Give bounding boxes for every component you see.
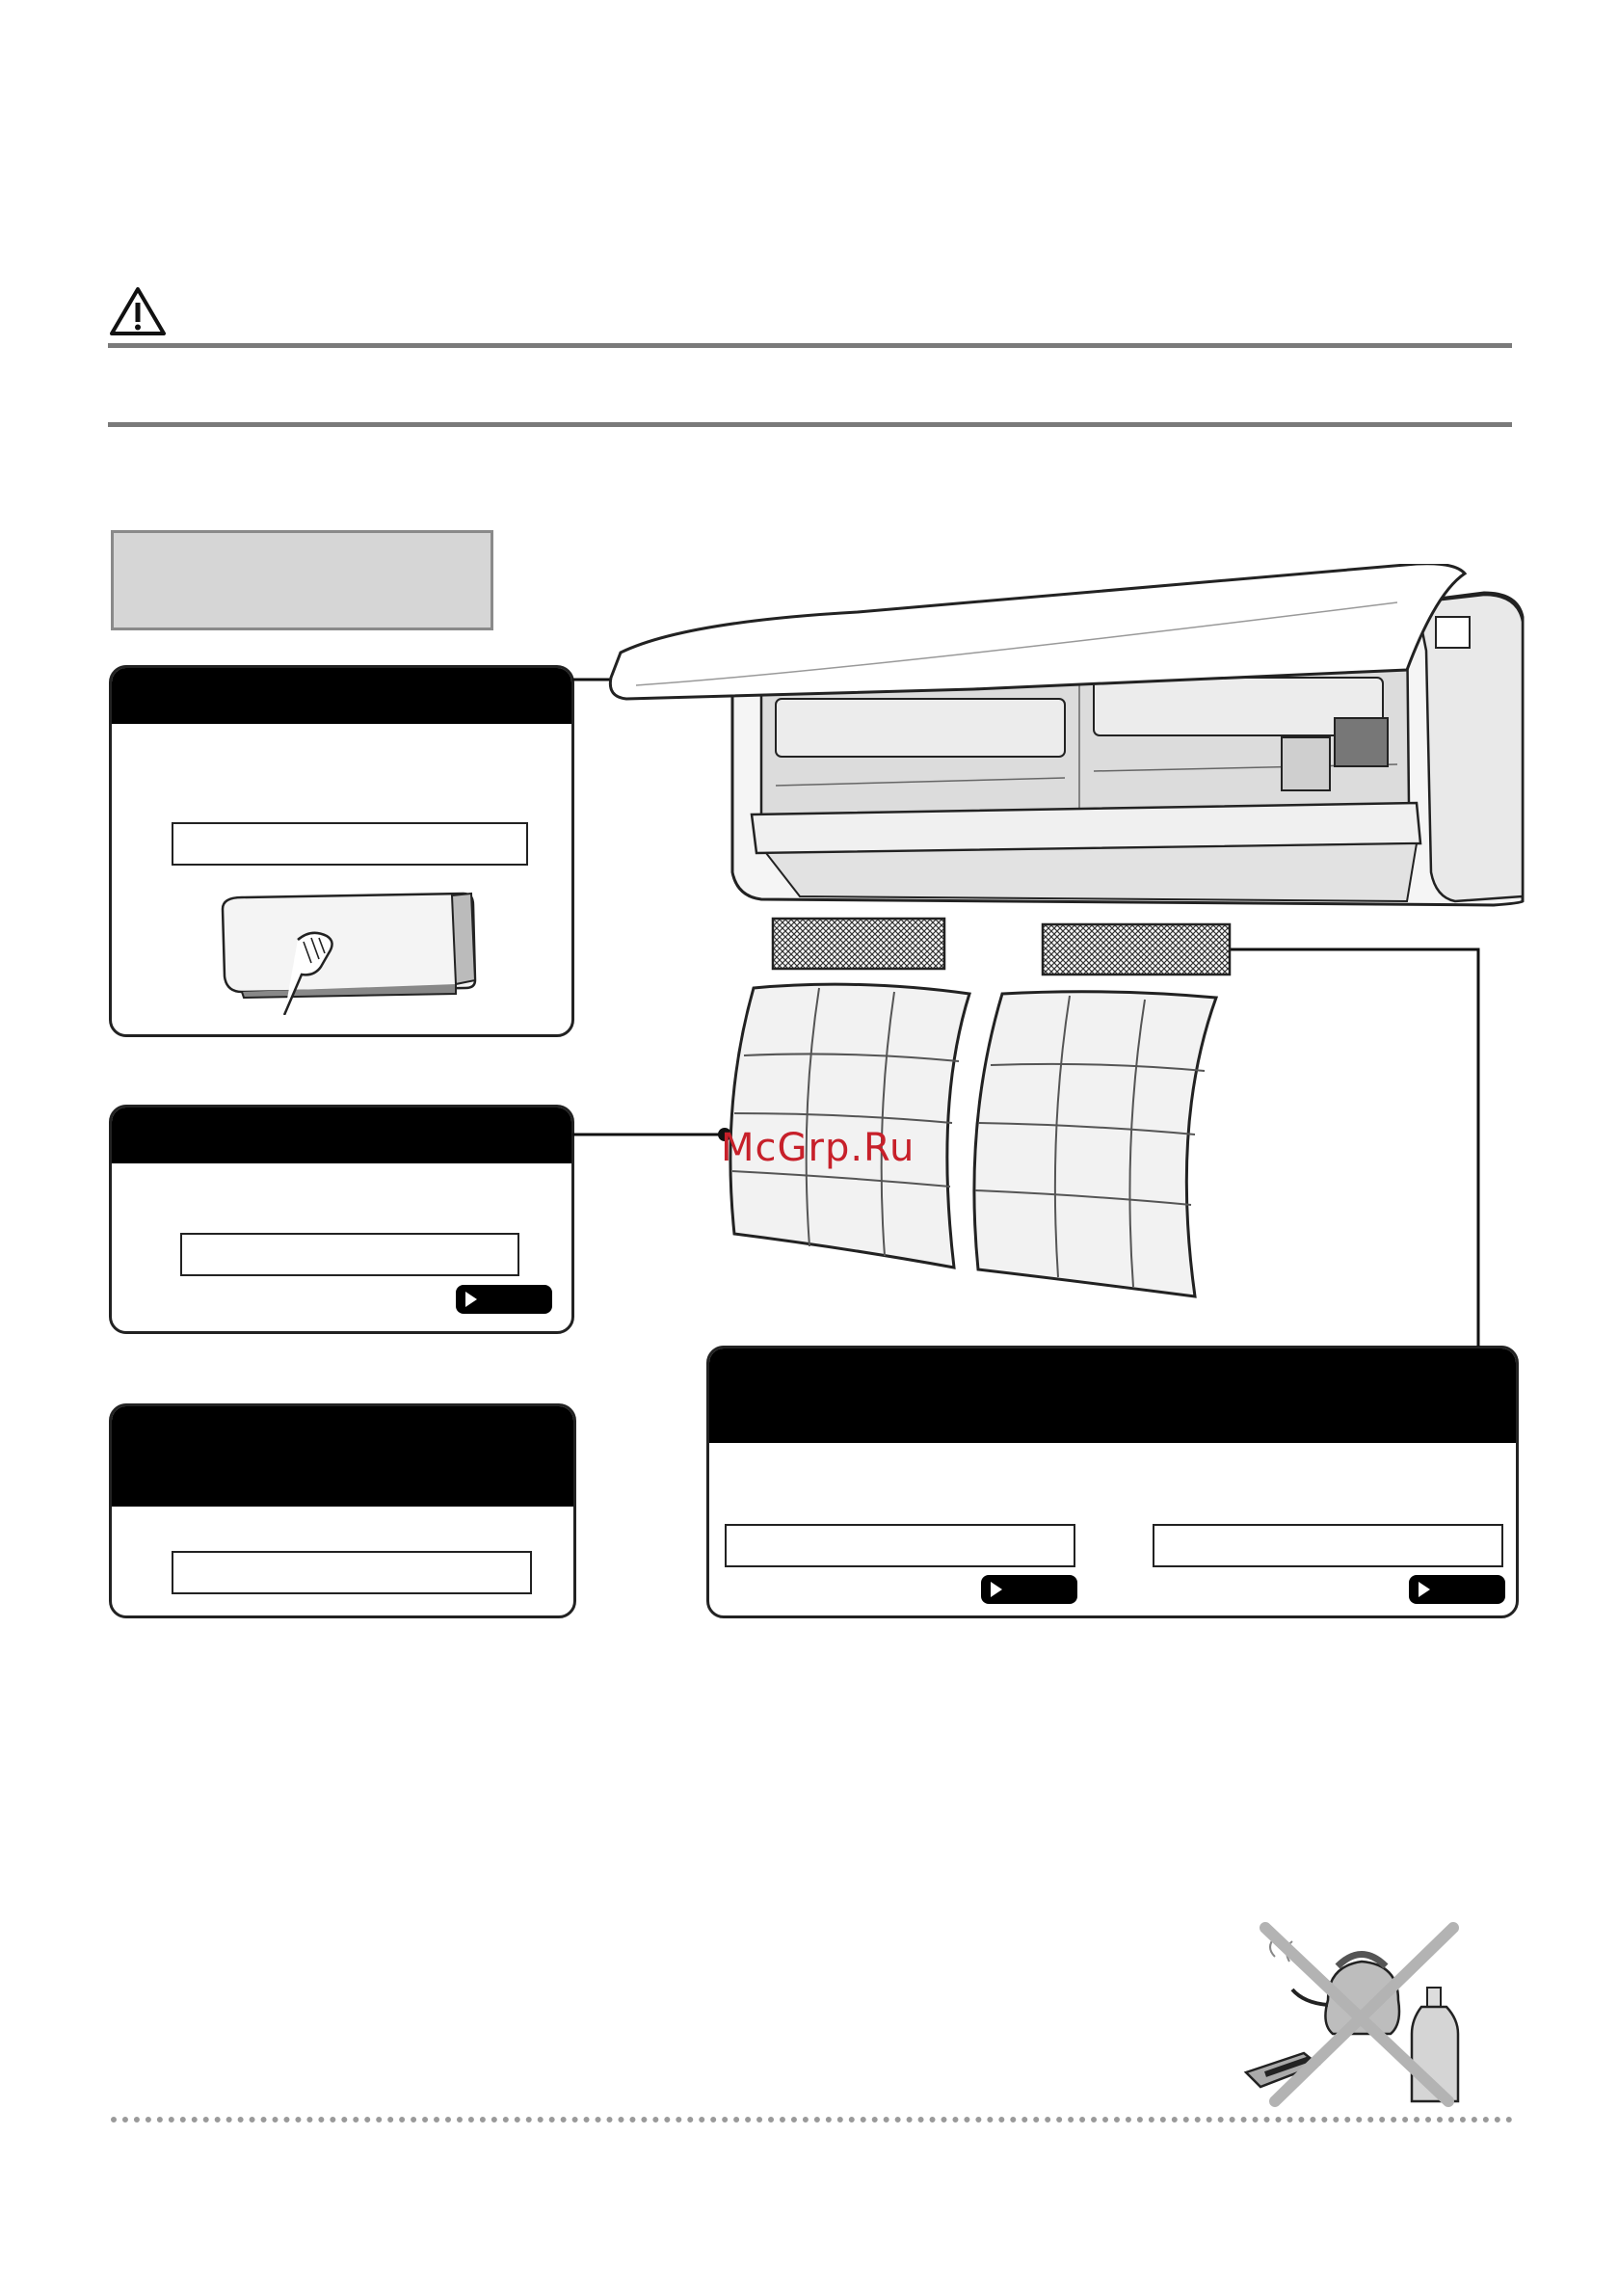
- prohibited-items-illustration: [1236, 1909, 1487, 2111]
- card-front-panel-heading: [112, 668, 571, 724]
- section-header-box: [111, 530, 493, 630]
- deodorizing-blank-field-left: [725, 1524, 1075, 1567]
- card-lower-left-heading: [112, 1406, 573, 1507]
- watermark: McGrp.Ru: [721, 1126, 915, 1170]
- deodorizing-page-ref-right: [1409, 1575, 1505, 1604]
- card-front-panel: [109, 665, 574, 1037]
- wiping-unit-illustration: [203, 880, 492, 1015]
- air-conditioner-illustration: [569, 564, 1532, 1354]
- lower-left-blank-field: [172, 1551, 532, 1594]
- front-panel-blank-field: [172, 822, 528, 866]
- warning-triangle-icon: [108, 285, 168, 337]
- play-arrow-icon: [465, 1292, 477, 1307]
- air-filter-right: [974, 992, 1216, 1296]
- card-air-filter: [109, 1105, 574, 1334]
- card-deodorizing-filter: [706, 1346, 1519, 1618]
- air-filter-blank-field: [180, 1233, 519, 1276]
- play-arrow-icon: [1419, 1582, 1430, 1597]
- deodorizing-blank-field-right: [1153, 1524, 1503, 1567]
- second-rule: [108, 422, 1512, 427]
- top-rule: [108, 343, 1512, 348]
- bottom-dotted-rule: [111, 2117, 1513, 2122]
- card-deodorizing-filter-heading: [709, 1348, 1516, 1443]
- card-air-filter-heading: [112, 1108, 571, 1163]
- card-lower-left: [109, 1403, 576, 1618]
- play-arrow-icon: [991, 1582, 1002, 1597]
- deodorizing-page-ref-left: [981, 1575, 1077, 1604]
- air-filter-page-ref: [456, 1285, 552, 1314]
